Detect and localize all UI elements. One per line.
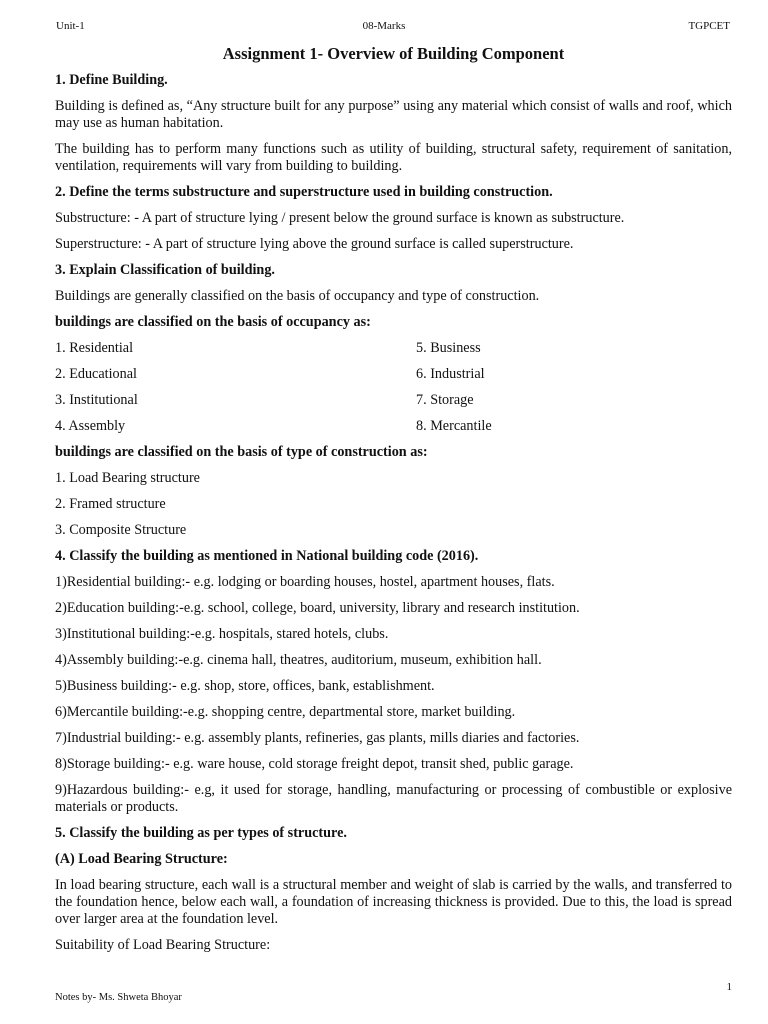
nbc-item: 6)Mercantile building:-e.g. shopping centre, departmental store, market building.: [55, 704, 516, 720]
nbc-item: 4)Assembly building:-e.g. cinema hall, theatres, auditorium, museum, exhibition hall.: [55, 652, 542, 668]
q2-heading: 2. Define the terms substructure and superstructure used in building construction.: [55, 184, 553, 200]
page-title: Assignment 1- Overview of Building Component: [222, 44, 565, 63]
q2-substructure: Substructure: - A part of structure lying / present below the ground surface is known as substructure.: [55, 210, 625, 226]
nbc-item: 3)Institutional building:-e.g. hospitals, stared hotels, clubs.: [55, 626, 389, 642]
q5-paragraph: In load bearing structure, each wall is a structural member and weight of slab is carried by the walls, and transferred to the foundation hence, below each wall, a foundation of increasing thickness is provided. Due to this, the load is spread over larger area at the foundation level.: [55, 877, 732, 927]
construction-item: 3. Composite Structure: [55, 522, 187, 538]
q3-construction-heading: buildings are classified on the basis of type of construction as:: [55, 444, 428, 460]
occupancy-item: 7. Storage: [416, 392, 474, 408]
occupancy-row: [55, 392, 732, 409]
nbc-item: 7)Industrial building:- e.g. assembly plants, refineries, gas plants, mills diaries and factories.: [55, 730, 580, 746]
occupancy-row: [55, 340, 732, 357]
q1-paragraph-1: Building is defined as, “Any structure built for any purpose” using any material which consist of walls and roof, which may use as human habitation.: [55, 98, 732, 131]
occupancy-item: 5. Business: [416, 340, 481, 356]
q3-occupancy-heading: buildings are classified on the basis of occupancy as:: [55, 314, 371, 330]
nbc-item: 9)Hazardous building:- e.g, it used for storage, handling, manufacturing or processing of combustible or explosive materials or products.: [55, 782, 732, 815]
footer-author: Notes by- Ms. Shweta Bhoyar: [55, 992, 182, 1003]
q5-suitability: Suitability of Load Bearing Structure:: [55, 937, 271, 953]
occupancy-item: 1. Residential: [55, 340, 134, 356]
nbc-item: 1)Residential building:- e.g. lodging or boarding houses, hostel, apartment houses, flats.: [55, 574, 555, 590]
q1-heading: 1. Define Building.: [55, 72, 168, 88]
nbc-item: 8)Storage building:- e.g. ware house, cold storage freight depot, transit shed, public garage.: [55, 756, 574, 772]
q5-subheading: (A) Load Bearing Structure:: [55, 851, 228, 867]
construction-item: 2. Framed structure: [55, 496, 166, 512]
occupancy-item: 4. Assembly: [55, 418, 126, 434]
q2-superstructure: Superstructure: - A part of structure lying above the ground surface is called superstructure.: [55, 236, 574, 252]
occupancy-item: 3. Institutional: [55, 392, 138, 408]
header-institution: TGPCET: [688, 20, 730, 32]
q5-heading: 5. Classify the building as per types of structure.: [55, 825, 347, 841]
nbc-item: 2)Education building:-e.g. school, college, board, university, library and research institution.: [55, 600, 580, 616]
header-unit: Unit-1: [56, 20, 85, 32]
q1-paragraph-2: The building has to perform many functions such as utility of building, structural safety, requirement of sanitation, ventilation, requirements will vary from building to building.: [55, 141, 732, 174]
occupancy-item: 6. Industrial: [416, 366, 485, 382]
q3-heading: 3. Explain Classification of building.: [55, 262, 275, 278]
page-number: 1: [726, 981, 732, 993]
construction-item: 1. Load Bearing structure: [55, 470, 200, 486]
occupancy-row: [55, 418, 732, 435]
q3-paragraph: Buildings are generally classified on the basis of occupancy and type of construction.: [55, 288, 540, 304]
occupancy-item: 2. Educational: [55, 366, 137, 382]
occupancy-item: 8. Mercantile: [416, 418, 492, 434]
header-marks: 08-Marks: [362, 20, 406, 32]
q4-heading: 4. Classify the building as mentioned in National building code (2016).: [55, 548, 479, 564]
nbc-item: 5)Business building:- e.g. shop, store, offices, bank, establishment.: [55, 678, 435, 694]
document-body: [55, 44, 732, 963]
occupancy-row: [55, 366, 732, 383]
